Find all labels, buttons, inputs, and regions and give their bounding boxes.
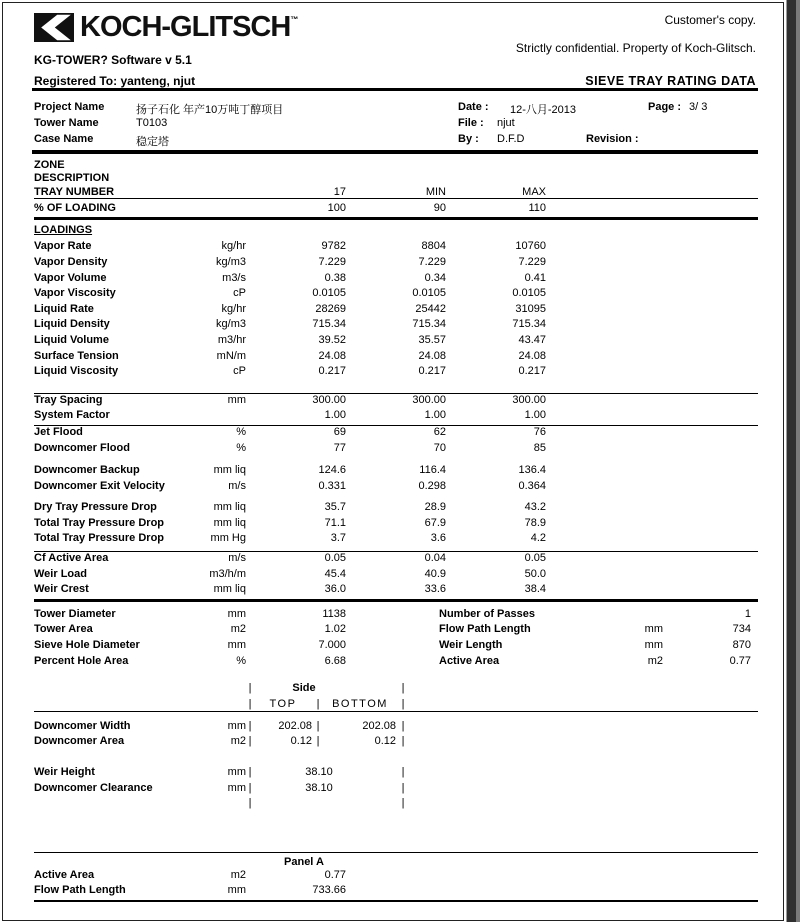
row-value: 0.77 [729,654,751,667]
case-name-value: 稳定塔 [136,136,169,148]
vertical-bar: | [248,766,252,778]
project-name-value: 扬子石化 年产10万吨丁醇项目 [136,104,284,116]
row-value: 870 [732,639,751,652]
row-value: 4.2 [530,532,546,545]
row-label: Active Area [34,868,95,881]
row-label: Total Tray Pressure Drop [34,532,165,545]
by-value: D.F.D [497,133,525,145]
row-unit: kg/m3 [216,255,246,268]
customers-copy-note: Customer's copy. [664,13,756,27]
table-row [34,464,758,480]
vertical-bar: | [401,766,405,778]
vertical-bar: | [248,719,252,732]
row-value: 0.364 [518,479,546,492]
row-value: 3.7 [330,532,346,545]
row-value: 1138 [322,607,346,620]
software-version: KG-TOWER? Software v 5.1 [34,53,192,67]
registered-to: Registered To: yanteng, njut [34,74,196,88]
row-value: 300.00 [312,393,346,406]
row-unit: kg/hr [221,302,246,315]
row-value: 24.08 [518,349,546,362]
row-value: 136.4 [518,464,546,477]
table-row [34,159,758,172]
project-name-label: Project Name [34,101,105,113]
report-page [2,2,784,921]
divider-rule [34,900,758,902]
table-row [34,350,758,366]
row-value: 0.41 [524,271,546,284]
table-row [34,623,758,639]
row-value: 0.217 [318,365,346,378]
vertical-bar: | [401,719,405,732]
row-value: 1.00 [424,409,446,422]
tower-name-label: Tower Name [34,117,99,129]
vertical-bar: | [401,682,405,695]
row-label: Downcomer Clearance [34,781,153,794]
file-value: njut [497,117,515,129]
row-value: 10760 [515,240,546,253]
row-label: Vapor Volume [34,271,107,284]
row-unit: m3/hr [217,333,246,346]
row-unit: mm liq [213,464,246,477]
table-row [34,583,758,599]
row-unit: mm liq [213,583,246,596]
row-value: 24.08 [318,349,346,362]
row-label: System Factor [34,409,110,422]
table-row [34,199,758,217]
row-label: % OF LOADING [34,202,116,215]
table-row [34,480,758,496]
table-row [34,303,758,319]
tower-name-value: T0103 [136,117,168,129]
row-value: 85 [533,441,546,454]
row-value: 31095 [515,302,546,315]
table-row [34,186,758,199]
table-row [34,256,758,272]
revision-label: Revision : [586,133,639,145]
row-value: 1 [744,607,751,620]
row-label: Downcomer Exit Velocity [34,479,165,492]
row-unit: mm [644,623,663,636]
row-label: Liquid Rate [34,302,94,315]
table-row [34,735,758,751]
row-value: 17 [333,185,346,198]
row-label: Downcomer Flood [34,441,130,454]
vertical-bar: | [248,697,252,710]
row-unit: m2 [230,735,246,748]
table-row [34,426,758,442]
row-value: 100 [327,202,346,215]
row-value: 71.1 [324,516,346,529]
row-label: Liquid Density [34,318,110,331]
row-unit: mm Hg [210,532,246,545]
panel-title: Panel A [284,855,324,868]
row-unit: mN/m [216,349,246,362]
vertical-bar: | [248,781,252,794]
row-unit: % [236,441,246,454]
row-label: ZONE [34,159,65,171]
koch-glitsch-logo [34,13,298,45]
spacer [34,813,758,852]
row-label: Surface Tension [34,349,119,362]
row-value: 0.298 [418,479,446,492]
row-unit: kg/hr [221,240,246,253]
page-value: 3/ 3 [689,101,708,113]
row-unit: kg/m3 [216,318,246,331]
table-row [34,782,758,798]
table-row [34,172,758,185]
row-value: 715.34 [512,318,546,331]
row-value: 124.6 [318,464,346,477]
row-value: 45.4 [324,567,346,580]
row-label: Weir Crest [34,583,89,596]
row-value: 7.229 [518,255,546,268]
row-value: 0.0105 [312,287,346,300]
spacer [34,457,758,464]
section-title: LOADINGS [34,224,93,237]
row-value: 7.229 [318,255,346,268]
vertical-bar: | [248,682,252,695]
scrollbar[interactable] [786,0,800,922]
row-value: 38.10 [305,781,333,794]
row-value: 28269 [315,302,346,315]
confidential-note: Strictly confidential. Property of Koch-Glitsch. [515,41,756,55]
table-row [34,568,758,584]
row-value: 6.68 [324,654,346,667]
row-value: 69 [333,425,346,438]
row-unit: cP [233,365,246,378]
row-value: 9782 [321,240,346,253]
date-label: Date : [458,101,489,113]
row-value: 50.0 [524,567,546,580]
side-column-header: BOTTOM [332,697,388,710]
row-label: Percent Hole Area [34,654,129,667]
spacer [34,751,758,766]
row-label: DESCRIPTION [34,172,110,185]
table-row [34,532,758,548]
row-unit: mm liq [213,516,246,529]
row-value: 7.000 [318,639,346,652]
table-row [34,442,758,458]
row-label: Jet Flood [34,425,83,438]
row-label: Flow Path Length [34,884,126,897]
row-unit: m3/s [222,271,246,284]
row-value: 733.66 [312,884,346,897]
row-value: 38.4 [524,583,546,596]
row-unit: mm liq [213,501,246,514]
row-value: 3.6 [430,532,446,545]
row-value: 300.00 [512,393,546,406]
row-value: 0.217 [518,365,546,378]
vertical-bar: | [401,697,405,710]
row-unit: m2 [230,868,246,881]
table-row [34,552,758,568]
row-value: 0.12 [290,735,312,748]
row-value: 43.2 [524,501,546,514]
row-value: 38.10 [305,766,333,778]
vertical-bar: | [401,797,405,810]
side-column-header: TOP [269,697,297,710]
row-label: Weir Length [439,639,503,652]
row-unit: m/s [228,552,246,565]
row-value: 76 [533,425,546,438]
row-value: 0.04 [424,552,446,565]
row-value: 62 [433,425,446,438]
row-value: 24.08 [418,349,446,362]
row-unit: m3/h/m [209,567,246,580]
spacer [34,670,758,682]
row-value: 7.229 [418,255,446,268]
row-value: 8804 [421,240,446,253]
row-value: 40.9 [424,567,446,580]
file-label: File : [458,117,484,129]
table-row [34,501,758,517]
row-unit: mm [227,607,246,620]
logo-wordmark: KOCH-GLITSCH [80,11,291,43]
row-value: 0.0105 [412,287,446,300]
row-value: 715.34 [312,318,346,331]
row-unit: cP [233,287,246,300]
row-value: 0.05 [524,552,546,565]
row-unit: mm [644,639,663,652]
row-unit: mm [227,781,246,794]
vertical-bar: | [316,735,320,748]
row-value: 33.6 [424,583,446,596]
table-row [34,365,758,381]
row-value: 0.77 [324,868,346,881]
row-label: Vapor Viscosity [34,287,116,300]
vertical-bar: | [248,735,252,748]
row-unit: mm [227,393,246,406]
row-value: 0.0105 [512,287,546,300]
table-row [34,655,758,671]
row-label: Weir Height [34,766,95,778]
page-label: Page : [648,101,682,113]
row-label: TRAY NUMBER [34,185,115,198]
vertical-bar: | [316,697,320,710]
table-row [34,853,758,869]
report-title: SIEVE TRAY RATING DATA [585,74,756,88]
table-row [34,698,758,711]
row-value: 1.00 [324,409,346,422]
table-row [34,287,758,303]
spacer [34,381,758,393]
row-value: 1.00 [524,409,546,422]
row-label: Downcomer Area [34,735,125,748]
row-value: MAX [522,185,546,198]
row-value: 0.331 [318,479,346,492]
row-unit: mm [227,719,246,732]
table-row [34,797,758,813]
vertical-bar: | [401,735,405,748]
row-value: 300.00 [412,393,446,406]
row-value: 715.34 [412,318,446,331]
row-label: Cf Active Area [34,552,109,565]
row-value: 116.4 [419,464,446,477]
header-rule [32,88,758,91]
table-row [34,682,758,698]
row-value: 734 [732,623,751,636]
row-label: Downcomer Width [34,719,131,732]
row-unit: m/s [228,479,246,492]
row-value: 77 [333,441,346,454]
logo-arrow-shape [34,13,74,42]
table-row [34,220,758,240]
row-value: 110 [528,202,546,215]
row-value: 78.9 [524,516,546,529]
table-row [34,608,758,624]
row-value: 35.57 [418,333,446,346]
vertical-bar: | [401,781,405,794]
by-label: By : [458,133,479,145]
row-label: Sieve Hole Diameter [34,639,140,652]
row-unit: % [236,425,246,438]
row-value: 0.217 [418,365,446,378]
row-unit: mm [227,639,246,652]
table-row [34,517,758,533]
row-label: Liquid Volume [34,333,109,346]
row-value: 70 [433,441,446,454]
row-label: Flow Path Length [439,623,531,636]
trademark-symbol: ™ [290,15,299,24]
row-value: 202.08 [362,719,396,732]
row-label: Dry Tray Pressure Drop [34,501,157,514]
row-label: Tower Area [34,623,93,636]
date-value: 12-八月-2013 [510,104,577,116]
row-label: Vapor Rate [34,240,92,253]
row-label: Downcomer Backup [34,464,140,477]
row-unit: mm [227,766,246,778]
row-value: 0.12 [374,735,396,748]
row-value: 25442 [415,302,446,315]
row-label: Vapor Density [34,255,108,268]
row-label: Liquid Viscosity [34,365,119,378]
row-value: 90 [433,202,446,215]
table-row [34,720,758,736]
table-row [34,394,758,410]
row-unit: % [236,654,246,667]
row-label: Tray Spacing [34,393,103,406]
table-row [34,409,758,425]
row-label: Active Area [439,654,500,667]
table-row [34,334,758,350]
row-value: 0.34 [424,271,446,284]
row-value: 39.52 [318,333,346,346]
row-label: Number of Passes [439,607,535,620]
vertical-bar: | [316,719,320,732]
row-value: 0.38 [324,271,346,284]
row-unit: m2 [230,623,246,636]
row-value: MIN [425,185,446,198]
table-row [34,884,758,900]
info-rule [32,150,758,154]
table-row [34,869,758,885]
row-value: 28.9 [424,501,446,514]
rating-data-table [34,159,758,902]
table-row [34,240,758,256]
row-unit: mm [227,884,246,897]
row-value: 35.7 [324,501,346,514]
side-section-title: Side [292,682,316,695]
row-value: 1.02 [324,623,346,636]
table-row [34,766,758,782]
row-value: 202.08 [278,719,312,732]
table-row [34,639,758,655]
row-label: Tower Diameter [34,607,116,620]
table-row [34,272,758,288]
koch-glitsch-logo-icon [34,13,74,42]
vertical-bar: | [248,797,252,810]
row-label: Weir Load [34,567,87,580]
row-value: 43.47 [518,333,546,346]
spacer [34,712,758,720]
row-value: 0.05 [324,552,346,565]
case-name-label: Case Name [34,133,94,145]
row-label: Total Tray Pressure Drop [34,516,165,529]
row-value: 36.0 [324,583,346,596]
row-value: 67.9 [424,516,446,529]
table-row [34,318,758,334]
row-unit: m2 [647,654,663,667]
